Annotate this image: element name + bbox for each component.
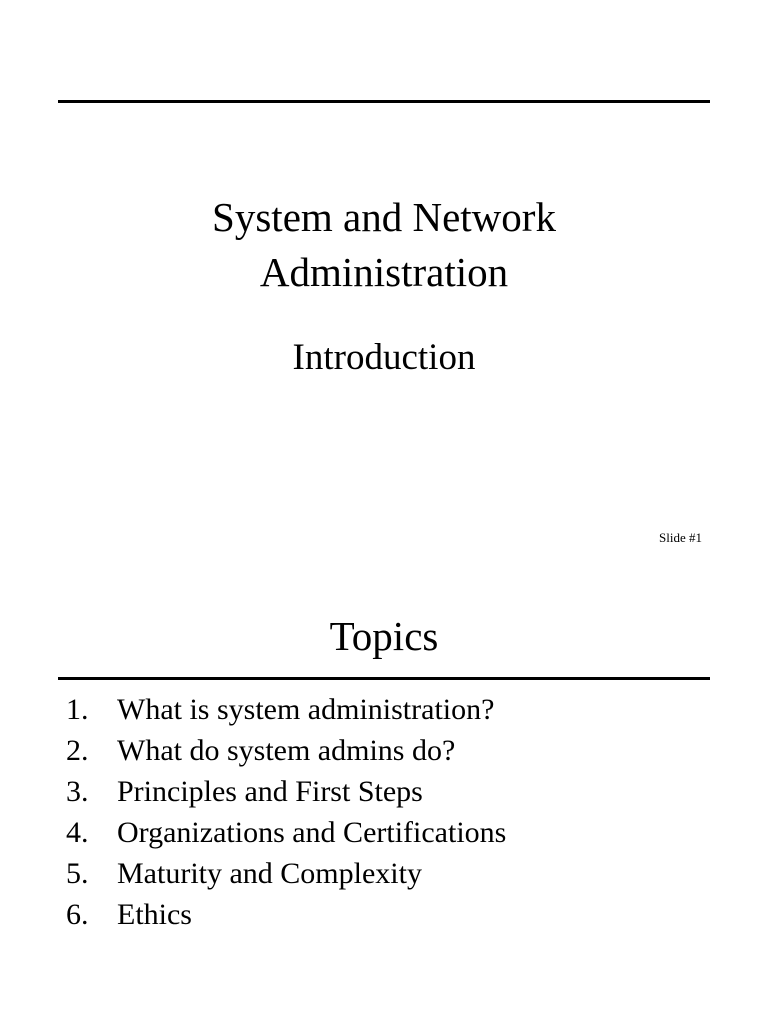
top-divider <box>58 100 710 103</box>
slide-number: Slide #1 <box>659 530 702 545</box>
list-item <box>66 689 506 730</box>
list-item-text: Principles and First Steps <box>117 775 423 808</box>
list-item <box>66 894 506 935</box>
slide-title-line-2: Administration <box>259 249 509 295</box>
topics-list <box>66 689 506 935</box>
list-item <box>66 812 506 853</box>
list-item-text: What is system administration? <box>117 693 495 726</box>
list-item-text: Organizations and Certifications <box>117 816 507 849</box>
slide-title <box>0 190 768 300</box>
list-item-number: 1. <box>66 693 89 726</box>
list-item-number: 4. <box>66 816 89 849</box>
list-item <box>66 730 506 771</box>
list-item <box>66 853 506 894</box>
list-item <box>66 771 506 812</box>
list-item-text: Ethics <box>117 898 192 931</box>
slide-subtitle: Introduction <box>292 337 476 378</box>
topics-heading: Topics <box>329 613 439 659</box>
list-item-number: 5. <box>66 857 89 890</box>
list-item-number: 2. <box>66 734 89 767</box>
list-item-text: What do system admins do? <box>117 734 456 767</box>
list-item-text: Maturity and Complexity <box>117 857 422 890</box>
list-item-number: 6. <box>66 898 89 931</box>
topics-divider <box>58 677 710 680</box>
list-item-number: 3. <box>66 775 89 808</box>
slide-title-line-1: System and Network <box>212 194 556 240</box>
